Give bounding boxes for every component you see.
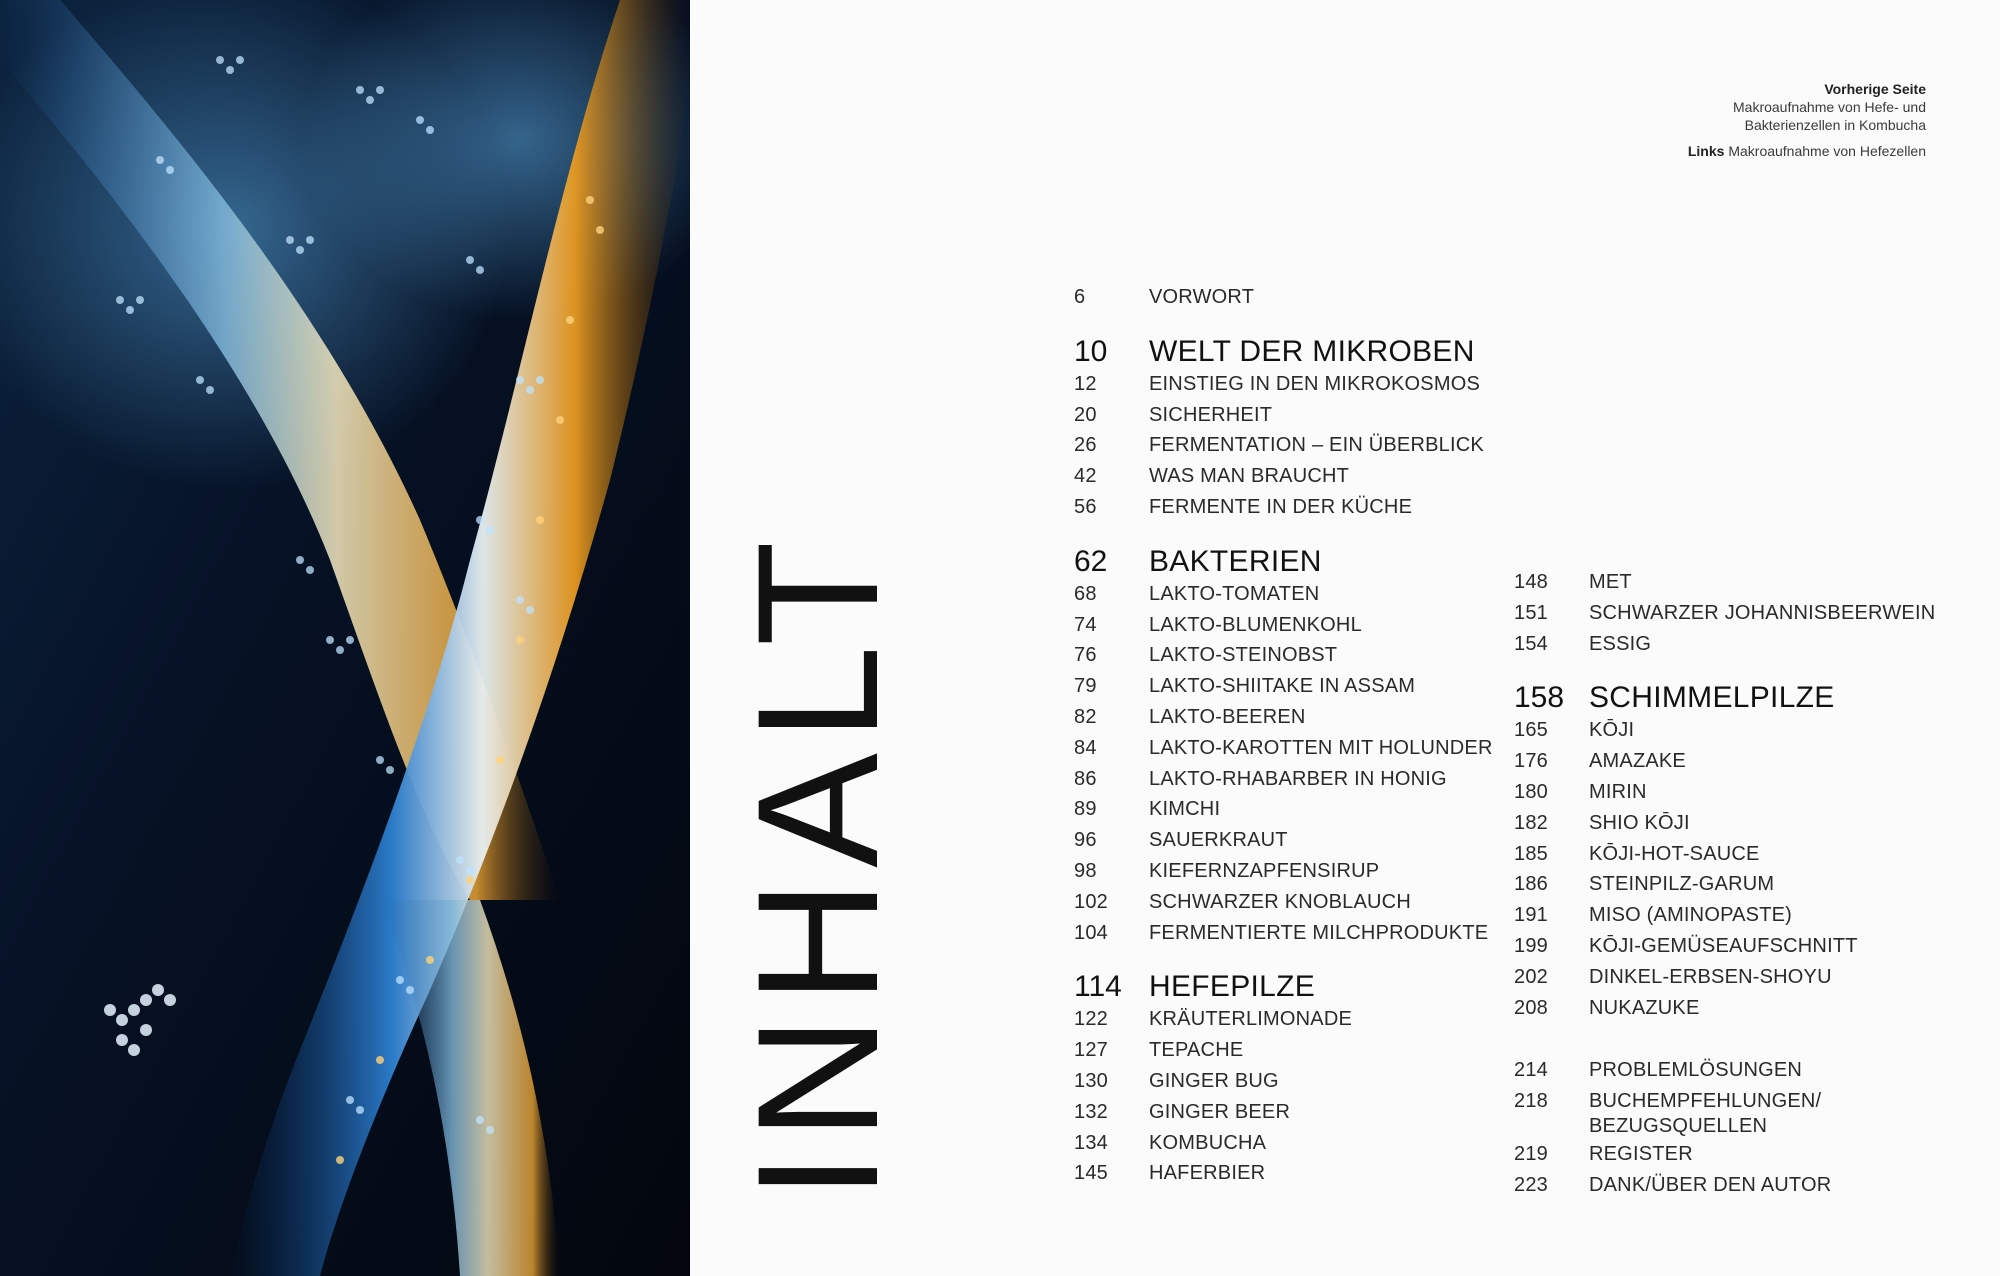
toc-entry[interactable] (1074, 918, 1494, 949)
toc-entry[interactable] (1074, 671, 1494, 702)
toc-title: FERMENTATION – EIN ÜBERBLICK (1149, 434, 1484, 457)
toc-title: KOMBUCHA (1149, 1131, 1267, 1154)
toc-page: 96 (1074, 829, 1097, 852)
toc-entry[interactable] (1514, 1139, 1974, 1170)
toc-title: LAKTO-STEINOBST (1149, 644, 1338, 667)
toc-entry[interactable] (1514, 993, 1974, 1024)
toc-entry[interactable] (1514, 808, 1974, 839)
toc-title: LAKTO-TOMATEN (1149, 582, 1320, 605)
toc-title: REGISTER (1589, 1143, 1693, 1166)
toc-page: 26 (1074, 434, 1097, 457)
toc-page: 74 (1074, 613, 1097, 636)
toc-title: AMAZAKE (1589, 750, 1686, 773)
toc-page: 12 (1074, 372, 1097, 395)
toc-page: 176 (1514, 750, 1548, 773)
photo-captions (1688, 80, 1926, 160)
toc-page: 214 (1514, 1059, 1548, 1082)
toc-title: STEINPILZ-GARUM (1589, 873, 1775, 896)
toc-entry[interactable] (1074, 1004, 1494, 1035)
toc-title: SCHWARZER JOHANNISBEERWEIN (1589, 601, 1936, 624)
toc-page: 42 (1074, 465, 1097, 488)
toc-column-1 (1074, 282, 1494, 1189)
toc-section-welt[interactable] (1074, 335, 1494, 369)
toc-page: 223 (1514, 1173, 1548, 1196)
toc-title: KŌJI-GEMÜSEAUFSCHNITT (1589, 934, 1858, 957)
toc-title: LAKTO-BEEREN (1149, 705, 1306, 728)
toc-entry[interactable] (1074, 702, 1494, 733)
toc-page: 104 (1074, 921, 1108, 944)
toc-section-title: WELT DER MIKROBEN (1149, 334, 1475, 368)
toc-entry[interactable] (1514, 839, 1974, 870)
caption-left-text: Makroaufnahme von Hefezellen (1728, 143, 1926, 159)
toc-entry[interactable] (1074, 887, 1494, 918)
toc-title (1589, 1089, 1974, 1139)
caption-previous-label: Vorherige Seite (1824, 81, 1926, 97)
toc-title: SCHWARZER KNOBLAUCH (1149, 890, 1411, 913)
toc-title-line-1: BUCHEMPFEHLUNGEN/ (1589, 1090, 1822, 1113)
toc-page: 68 (1074, 582, 1097, 605)
toc-entry[interactable] (1514, 598, 1974, 629)
toc-title: KIMCHI (1149, 798, 1221, 821)
toc-entry[interactable] (1074, 1097, 1494, 1128)
toc-title: MET (1589, 571, 1632, 593)
toc-section-title: SCHIMMELPILZE (1589, 681, 1835, 715)
toc-page: 154 (1514, 632, 1548, 655)
toc-entry[interactable] (1074, 1035, 1494, 1066)
toc-entry[interactable] (1074, 856, 1494, 887)
toc-section-page: 10 (1074, 334, 1108, 368)
toc-title: KRÄUTERLIMONADE (1149, 1008, 1353, 1031)
toc-entry[interactable] (1514, 869, 1974, 900)
toc-title: SICHERHEIT (1149, 403, 1273, 426)
toc-title-line-2: BEZUGSQUELLEN (1589, 1115, 1768, 1138)
toc-entry[interactable] (1074, 610, 1494, 641)
toc-title: DANK/ÜBER DEN AUTOR (1589, 1173, 1832, 1196)
toc-entry[interactable] (1514, 1055, 1974, 1086)
toc-page: 191 (1514, 904, 1548, 927)
toc-entry[interactable] (1514, 1170, 1974, 1201)
toc-entry[interactable] (1074, 430, 1494, 461)
toc-title: VORWORT (1149, 286, 1255, 308)
toc-title: ESSIG (1589, 632, 1652, 655)
toc-title: EINSTIEG IN DEN MIKROKOSMOS (1149, 372, 1480, 395)
toc-title: TEPACHE (1149, 1039, 1244, 1062)
toc-page: 218 (1514, 1090, 1548, 1113)
toc-page: 122 (1074, 1008, 1108, 1031)
toc-entry[interactable] (1074, 400, 1494, 431)
toc-page: 180 (1514, 780, 1548, 803)
toc-entry[interactable] (1074, 825, 1494, 856)
toc-section-page: 114 (1074, 970, 1122, 1004)
toc-title: LAKTO-KAROTTEN MIT HOLUNDER (1149, 736, 1493, 759)
toc-page: 145 (1074, 1162, 1108, 1185)
toc-entry[interactable] (1514, 777, 1974, 808)
toc-title: FERMENTE IN DER KÜCHE (1149, 495, 1413, 518)
toc-page: 102 (1074, 890, 1108, 913)
toc-entry[interactable] (1074, 794, 1494, 825)
caption-previous-line-1: Makroaufnahme von Hefe- und (1733, 99, 1926, 115)
toc-entry[interactable] (1514, 715, 1974, 746)
toc-section-bakterien[interactable] (1074, 545, 1494, 579)
toc-title: DINKEL-ERBSEN-SHOYU (1589, 965, 1832, 988)
toc-entry[interactable] (1514, 931, 1974, 962)
toc-page: 98 (1074, 859, 1097, 882)
toc-title: LAKTO-SHIITAKE IN ASSAM (1149, 675, 1416, 698)
toc-title: HAFERBIER (1149, 1162, 1266, 1185)
toc-title: KŌJI-HOT-SAUCE (1589, 842, 1760, 865)
toc-page: 219 (1514, 1143, 1548, 1166)
toc-entry[interactable] (1514, 567, 1974, 598)
toc-entry[interactable] (1074, 1066, 1494, 1097)
toc-page: 76 (1074, 644, 1097, 667)
toc-page: 182 (1514, 811, 1548, 834)
toc-entry[interactable] (1514, 962, 1974, 993)
toc-page: 79 (1074, 675, 1097, 698)
toc-page: 89 (1074, 798, 1097, 821)
toc-entry[interactable] (1514, 629, 1974, 660)
toc-section-schimmelpilze[interactable] (1514, 681, 1974, 715)
toc-page: 84 (1074, 736, 1097, 759)
toc-entry[interactable] (1074, 733, 1494, 764)
toc-section-page: 158 (1514, 681, 1565, 715)
toc-page: 130 (1074, 1069, 1108, 1092)
toc-entry[interactable] (1074, 369, 1494, 400)
toc-entry[interactable] (1074, 579, 1494, 610)
inhalt-heading: INHALT (722, 529, 914, 1200)
toc-spacer (1514, 1023, 1974, 1055)
toc-title: KŌJI (1589, 719, 1635, 742)
toc-entry[interactable] (1514, 1086, 1974, 1139)
toc-page: 134 (1074, 1131, 1108, 1154)
toc-title: MIRIN (1589, 780, 1647, 803)
toc-entry[interactable] (1074, 1128, 1494, 1159)
toc-title: MISO (AMINOPASTE) (1589, 904, 1793, 927)
caption-left (1688, 142, 1926, 160)
toc-title: KIEFERNZAPFENSIRUP (1149, 859, 1380, 882)
toc-title: GINGER BEER (1149, 1100, 1291, 1123)
toc-entry[interactable] (1074, 461, 1494, 492)
toc-page: 86 (1074, 767, 1097, 790)
toc-entry[interactable] (1074, 492, 1494, 523)
toc-page: 6 (1074, 286, 1086, 308)
toc-entry[interactable] (1514, 900, 1974, 931)
toc-title: PROBLEMLÖSUNGEN (1589, 1059, 1803, 1082)
toc-page: 151 (1514, 601, 1548, 624)
toc-title: SAUERKRAUT (1149, 829, 1288, 852)
toc-title: LAKTO-RHABARBER IN HONIG (1149, 767, 1447, 790)
caption-left-label: Links (1687, 143, 1725, 159)
toc-page: 56 (1074, 495, 1097, 518)
toc-section-hefepilze[interactable] (1074, 970, 1494, 1004)
toc-section-page: 62 (1074, 544, 1108, 578)
toc-page: 148 (1514, 571, 1548, 593)
caption-previous-line-2: Bakterienzellen in Kombucha (1744, 117, 1926, 133)
toc-page: 82 (1074, 705, 1097, 728)
toc-page: 127 (1074, 1039, 1108, 1062)
toc-entry[interactable] (1074, 640, 1494, 671)
toc-page: 208 (1514, 996, 1548, 1019)
toc-title: WAS MAN BRAUCHT (1149, 465, 1350, 488)
toc-title: GINGER BUG (1149, 1069, 1279, 1092)
toc-entry-vorwort[interactable] (1074, 282, 1494, 313)
toc-entry[interactable] (1074, 1158, 1494, 1189)
toc-page: 199 (1514, 934, 1548, 957)
toc-title: NUKAZUKE (1589, 996, 1700, 1019)
yeast-macro-image (0, 0, 690, 1276)
yeast-macro-photo (0, 0, 690, 1276)
toc-page: 185 (1514, 842, 1548, 865)
toc-page: 20 (1074, 403, 1097, 426)
toc-title: LAKTO-BLUMENKOHL (1149, 613, 1362, 636)
toc-entry[interactable] (1074, 764, 1494, 795)
toc-title: SHIO KŌJI (1589, 811, 1690, 834)
toc-page: 186 (1514, 873, 1548, 896)
toc-page: 202 (1514, 965, 1548, 988)
toc-title: FERMENTIERTE MILCHPRODUKTE (1149, 921, 1489, 944)
toc-section-title: BAKTERIEN (1149, 544, 1322, 578)
toc-column-2 (1514, 567, 1974, 1201)
toc-section-title: HEFEPILZE (1149, 970, 1316, 1004)
toc-entry[interactable] (1514, 746, 1974, 777)
toc-page: 132 (1074, 1100, 1108, 1123)
toc-page: 165 (1514, 719, 1548, 742)
